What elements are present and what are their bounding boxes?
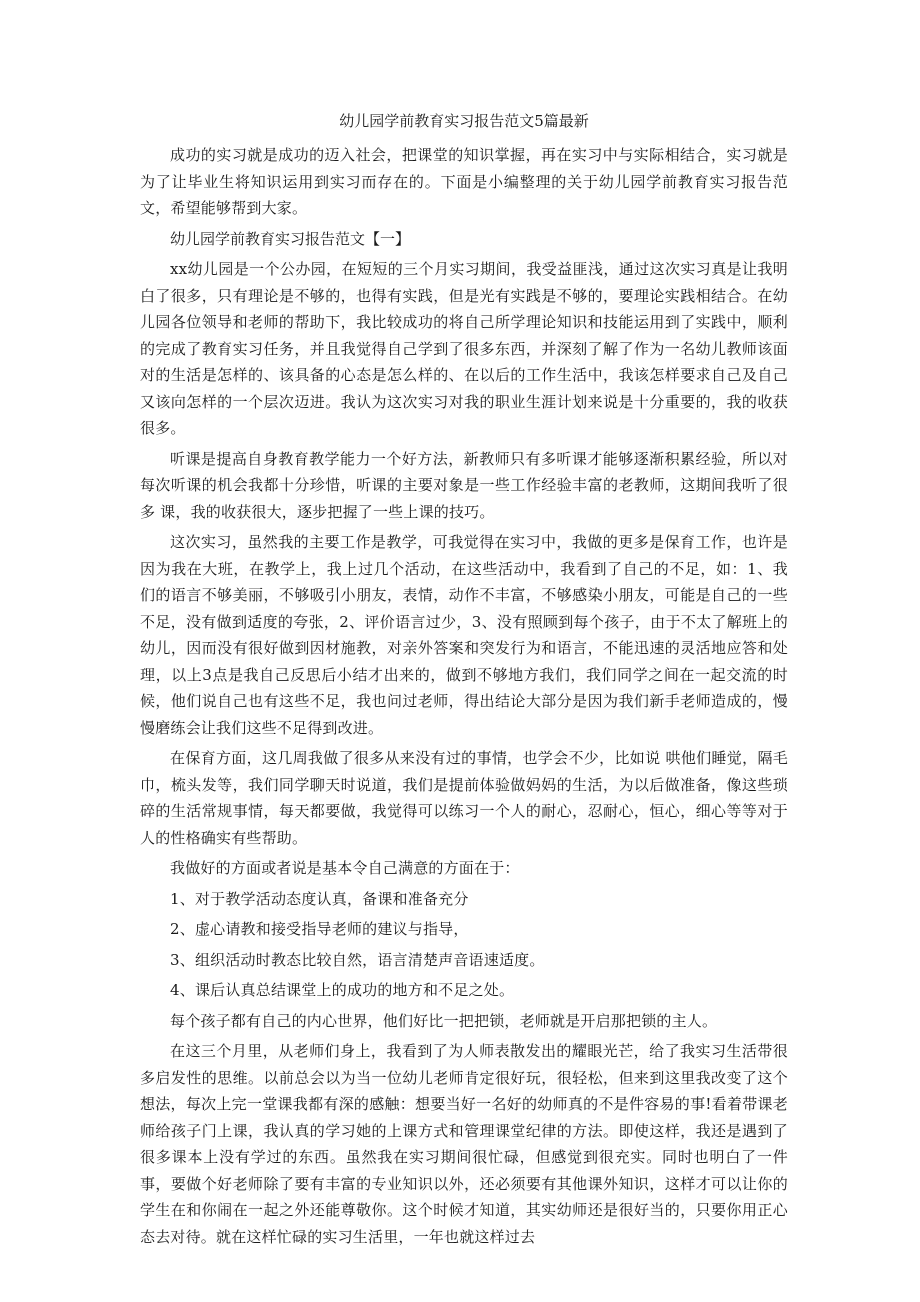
intro-paragraph: 成功的实习就是成功的迈入社会，把课堂的知识掌握，再在实习中与实际相结合，实习就是为了让毕业生将知识运用到实习而存在的。下面是小编整理的关于幼儿园学前教育实习报告范文，希望能够帮到大家。: [140, 146, 788, 217]
closing-paragraph: 在这三个月里，从老师们身上，我看到了为人师表散发出的耀眼光芒，给了我实习生活带很多启发性的思维。以前总会以为当一位幼儿老师肯定很好玩，很轻松，但来到这里我改变了这个想法，每次上完一堂课我都有深的感触：想要当好一名好的幼师真的不是件容易的事!看着带课老师给孩子门上课，我认真的学习她的上课方式和管理课堂纪律的方法。即使这样，我还是遇到了很多课本上没有学过的东西。虽然我在实习期间很忙碌，但感觉到很充实。同时也明白了一件事，要做个好老师除了要有丰富的专业知识以外，还必须要有其他课外知识，这样才可以让你的学生在和你闹在一起之外还能尊敬你。这个时候才知道，其实幼师还是很好当的，只要你用正心态去对待。就在这样忙碌的实习生活里，一年也就这样过去: [140, 1042, 788, 1246]
section-heading: 幼儿园学前教育实习报告范文【一】: [170, 229, 411, 248]
list-item: 4、课后认真总结课堂上的成功的地方和不足之处。: [170, 981, 515, 999]
body-paragraph: xx幼儿园是一个公办园，在短短的三个月实习期间，我受益匪浅，通过这次实习真是让我明白了很多，只有理论是不够的，也得有实践，但是光有实践是不够的，要理论实践相结合。在幼儿园各位领导和老师的帮助下，我比较成功的将自己所学理论知识和技能运用到了实践中，顺利的完成了教育实习任务，并且我觉得自己学到了很多东西，并深刻了解了作为一名幼儿教师该面对的生活是怎样的、该具备的心态是怎么样的、在以后的工作生活中，我该怎样要求自己及自己又该向怎样的一个层次迈进。我认为这次实习对我的职业生涯计划来说是十分重要的，我的收获很多。: [140, 260, 788, 437]
body-paragraph: 我做好的方面或者说是基本令自己满意的方面在于：: [170, 859, 520, 877]
document-title: 幼儿园学前教育实习报告范文5篇最新: [339, 112, 589, 130]
body-paragraph: 这次实习，虽然我的主要工作是教学，可我觉得在实习中，我做的更多是保育工作，也许是因为我在大班，在教学上，我上过几个活动，在这些活动中，我看到了自己的不足，如：1、我们的语言不够美丽，不够吸引小朋友，表情，动作不丰富，不够感染小朋友，可能是自己的一些不足，没有做到适度的夸张，2、评价语言过少，3、没有照顾到每个孩子，由于不太了解班上的幼儿，因而没有很好做到因材施教，对亲外答案和突发行为和语言，不能迅速的灵活地应答和处理，以上3点是我自己反思后小结才出来的，做到不够地方我们，我们同学之间在一起交流的时候，他们说自己也有这些不足，我也问过老师，得出结论大部分是因为我们新手老师造成的，慢慢磨练会让我们这些不足得到改进。: [140, 533, 788, 737]
list-item: 1、对于教学活动态度认真，备课和准备充分: [170, 889, 469, 908]
list-item: 3、组织活动时教态比较自然，语言清楚声音语速适度。: [170, 950, 545, 969]
closing-paragraph: 每个孩子都有自己的内心世界，他们好比一把把锁，老师就是开启那把锁的主人。: [170, 1011, 718, 1030]
body-paragraph: 听课是提高自身教育教学能力一个好方法，新教师只有多听课才能够逐渐积累经验，所以对每次听课的机会我都十分珍惜，听课的主要对象是一些工作经验丰富的老教师，这期间我听了很多 课，我的收获很大，逐步把握了一些上课的技巧。: [140, 449, 788, 521]
list-item: 2、虚心请教和接受指导老师的建议与指导，: [170, 920, 469, 938]
document-page: [140, 108, 788, 1254]
body-paragraph: 在保育方面，这几周我做了很多从来没有过的事情，也学会不少，比如说 哄他们睡觉，隔毛巾，梳头发等，我们同学聊天时说道，我们是提前体验做妈妈的生活，为以后做准备，像这些琐碎的生活常规事情，每天都要做，我觉得可以练习一个人的耐心，忍耐心，恒心，细心等等对于人的性格确实有些帮助。: [140, 749, 788, 847]
